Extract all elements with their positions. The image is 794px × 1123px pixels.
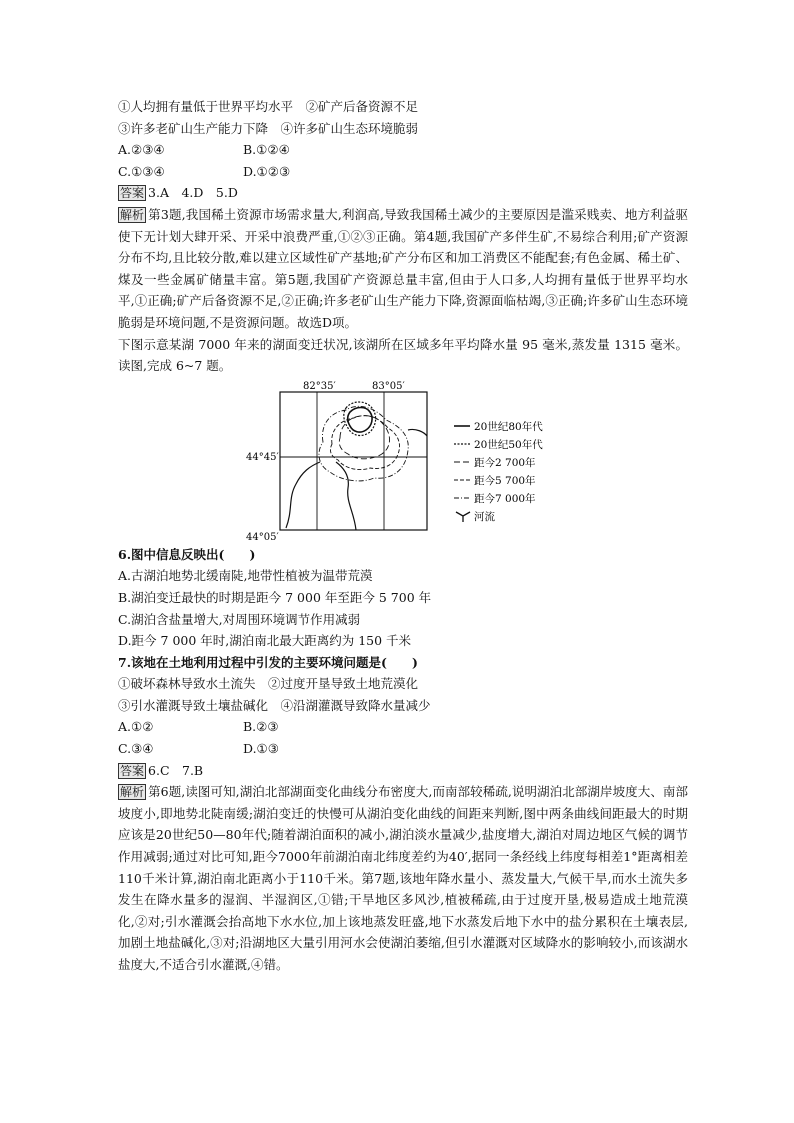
q7-options-row1 xyxy=(118,673,688,695)
legend-label-2700: 距今2 700年 xyxy=(474,456,536,469)
analysis-paragraph-1 xyxy=(118,204,688,334)
q6-option-c: C.湖泊含盐量增大,对周围环境调节作用减弱 xyxy=(118,611,361,627)
answer-line-1 xyxy=(118,182,688,204)
q7-option-2: ②过度开垦导致土地荒漠化 xyxy=(268,676,419,692)
q5-choices-row1 xyxy=(118,139,688,161)
legend-label-7000: 距今7 000年 xyxy=(474,492,536,505)
lake-change-map-figure xyxy=(118,380,688,542)
answer-tag: 答案 xyxy=(120,186,145,201)
answer-line-2 xyxy=(118,760,688,782)
analysis-text-2: 第6题,读图可知,湖泊北部湖面变化曲线分布密度大,而南部较稀疏,说明湖泊北部湖岸坡度大、南部坡度小,即地势北陡南缓;湖泊变迁的快慢可从湖泊变化曲线的间距来判断,图中两条曲线间距最大的时期应该是20世纪50—80年代;随着湖泊面积的减小,湖泊淡水量减少,盐度增大,湖泊对周边地区气候的调节作用减弱;通过对比可知,距今7000年前湖泊南北纬度差约为40′,据同一条经线上纬度每相差1°距离相差110千米计算,湖泊南北距离小于110千米。第7题,该地年降水量小、蒸发量大,气候干旱,而水土流失多发生在降水量多的湿润、半湿润区,①错;干旱地区多风沙,植被稀疏,由于过度开垦,极易造成土地荒漠化,②对;引水灌溉会抬高地下水水位,加上该地蒸发旺盛,地下水蒸发后地下水中的盐分累积在土壤表层,加剧土地盐碱化,③对;沿湖地区大量引用河水会使湖泊萎缩,但引水灌溉对区域降水的影响较小,而该湖水盐度大,不适合引水灌溉,④错。 xyxy=(118,784,688,972)
q7-choices-row2 xyxy=(118,738,688,760)
q6-stem: 6.图中信息反映出( ) xyxy=(118,546,256,562)
q5-option-1: ①人均拥有量低于世界平均水平 xyxy=(118,99,294,114)
lake-1980s-outline xyxy=(348,407,372,432)
legend-label-1950s: 20世纪50年代 xyxy=(474,438,543,451)
q7-choices-row1 xyxy=(118,716,688,738)
q5-choices-row2 xyxy=(118,161,688,183)
lon-label-2: 83°05′ xyxy=(372,380,405,392)
answer-text-2: 6.C 7.B xyxy=(148,762,204,778)
q5-choice-b: B.①②④ xyxy=(243,142,290,158)
q6-option-d: D.距今 7 000 年时,湖泊南北最大距离约为 150 千米 xyxy=(118,633,412,649)
q5-choice-d: D.①②③ xyxy=(243,163,291,179)
document-page xyxy=(118,96,688,976)
legend-label-1980s: 20世纪80年代 xyxy=(474,420,543,433)
q7-option-4: ④沿湖灌溉导致降水量减少 xyxy=(280,697,431,713)
q7-choice-d: D.①③ xyxy=(243,741,279,757)
q5-choice-a: A.②③④ xyxy=(118,142,165,158)
analysis-tag-2: 解析 xyxy=(120,785,145,800)
analysis-paragraph-2 xyxy=(118,781,688,975)
q7-choice-c: C.③④ xyxy=(118,741,154,757)
q5-options-row2 xyxy=(118,118,688,140)
figure-intro: 下图示意某湖 7000 年来的湖面变迁状况,该湖所在区域多年平均降水量 95 毫米,蒸发量 1315 毫米。读图,完成 6~7 题。 xyxy=(118,336,688,374)
q5-option-4: ④许多矿山生态环境脆弱 xyxy=(280,120,419,136)
legend-label-river: 河流 xyxy=(474,510,495,523)
river-east xyxy=(408,429,427,436)
lat-label-1: 44°45′ xyxy=(246,451,279,463)
lon-label-1: 82°35′ xyxy=(303,380,336,392)
q7-choice-a: A.①② xyxy=(118,719,154,735)
analysis-tag: 解析 xyxy=(120,207,145,222)
q7-choice-b: B.②③ xyxy=(243,719,279,735)
q7-options-row2 xyxy=(118,695,688,717)
q6-option-a: A.古湖泊地势北缓南陡,地带性植被为温带荒漠 xyxy=(118,568,373,584)
lake-map-svg xyxy=(118,380,688,542)
river-south xyxy=(336,462,356,530)
answer-text-1: 3.A 4.D 5.D xyxy=(148,185,238,201)
q5-choice-c: C.①③④ xyxy=(118,163,165,179)
river-west xyxy=(286,462,320,528)
q6-option-b: B.湖泊变迁最快的时期是距今 7 000 年至距今 5 700 年 xyxy=(118,589,432,605)
river-legend-icon xyxy=(456,512,470,522)
q7-option-3: ③引水灌溉导致土壤盐碱化 xyxy=(118,697,269,713)
q7-option-1: ①破坏森林导致水土流失 xyxy=(118,676,256,692)
lat-label-2: 44°05′ xyxy=(246,531,279,542)
q5-options-row1 xyxy=(118,96,688,118)
q7-stem: 7.该地在土地利用过程中引发的主要环境问题是( ) xyxy=(118,654,418,670)
analysis-text-1: 第3题,我国稀土资源市场需求量大,利润高,导致我国稀土减少的主要原因是滥采贱卖、地方利益驱使下无计划大肆开采、开采中浪费严重,①②③正确。第4题,我国矿产多伴生矿,不易综合利用;矿产资源分布不均,且比较分散,难以建立区域性矿产基地;矿产分布区和加工消费区不能配套;有色金属、稀土矿、煤及一些金属矿储量丰富。第5题,我国矿产资源总量丰富,但由于人口多,人均拥有量低于世界平均水平,①正确;矿产后备资源不足,②正确;许多老矿山生产能力下降,资源面临枯竭,③正确;许多矿山生态环境脆弱是环境问题,不是资源问题。故选D项。 xyxy=(118,206,688,330)
q5-option-2: ②矿产后备资源不足 xyxy=(305,99,419,114)
answer-tag-2: 答案 xyxy=(120,763,145,778)
q5-option-3: ③许多老矿山生产能力下降 xyxy=(118,120,269,136)
map-legend xyxy=(454,420,543,523)
legend-label-5700: 距今5 700年 xyxy=(474,474,536,487)
